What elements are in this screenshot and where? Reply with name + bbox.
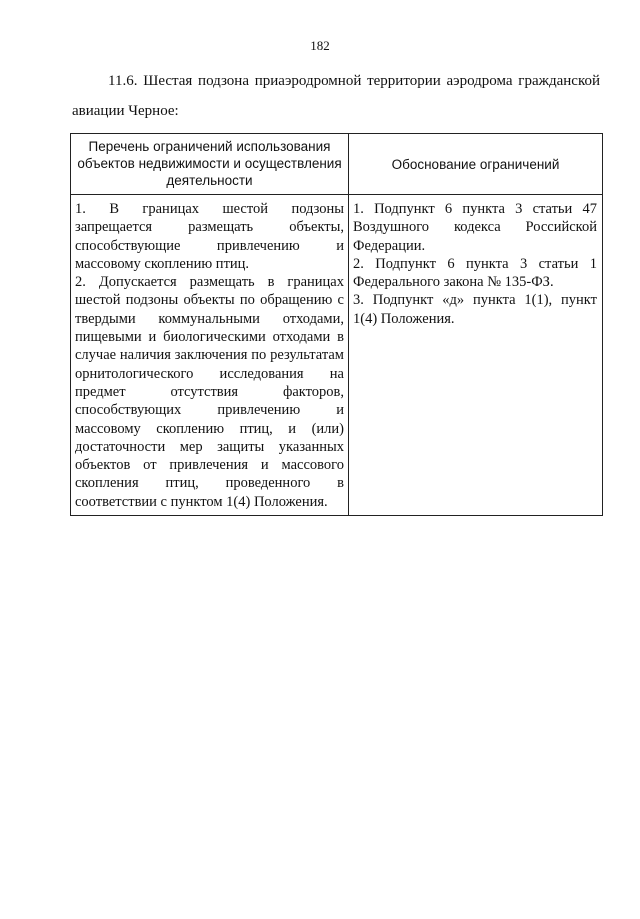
page-number: 182	[310, 38, 330, 53]
restriction-item: 1. В границах шестой подзоны запрещается размещать объекты, способствующие привлечению и массовому скоплению птиц.	[75, 201, 344, 272]
table-header-row	[71, 134, 603, 195]
restrictions-cell	[71, 195, 349, 516]
header-justification	[349, 134, 603, 195]
header-restrictions	[71, 134, 349, 195]
restrictions-table	[70, 133, 603, 516]
header-restrictions-label: Перечень ограничений использования объектов недвижимости и осуществления деятельности	[77, 138, 342, 188]
justification-item: 2. Подпункт 6 пункта 3 статьи 1 Федерального закона № 135-ФЗ.	[353, 255, 597, 291]
section-heading: 11.6. Шестая подзона приаэродромной территории аэродрома гражданской авиации Черное:	[72, 73, 600, 119]
justification-cell	[349, 195, 603, 516]
justification-item: 1. Подпункт 6 пункта 3 статьи 47 Воздушного кодекса Российской Федерации.	[353, 201, 597, 254]
table-row	[71, 195, 603, 516]
justification-item: 3. Подпункт «д» пункта 1(1), пункт 1(4) Положения.	[353, 292, 597, 327]
restriction-item: 2. Допускается размещать в границах шестой подзоны объекты по обращению с твердыми коммунальными отходами, пищевыми и биологическими отходами в случае наличия заключения по результатам орнитологического исследования на предмет отсутствия факторов, способствующих привлечению и массовому скоплению птиц, и (или) достаточности мер защиты указанных объектов от привлечения и массового скопления птиц, проведенного в соответствии с пунктом 1(4) Положения.	[75, 274, 344, 510]
header-justification-label: Обоснование ограничений	[391, 156, 560, 172]
